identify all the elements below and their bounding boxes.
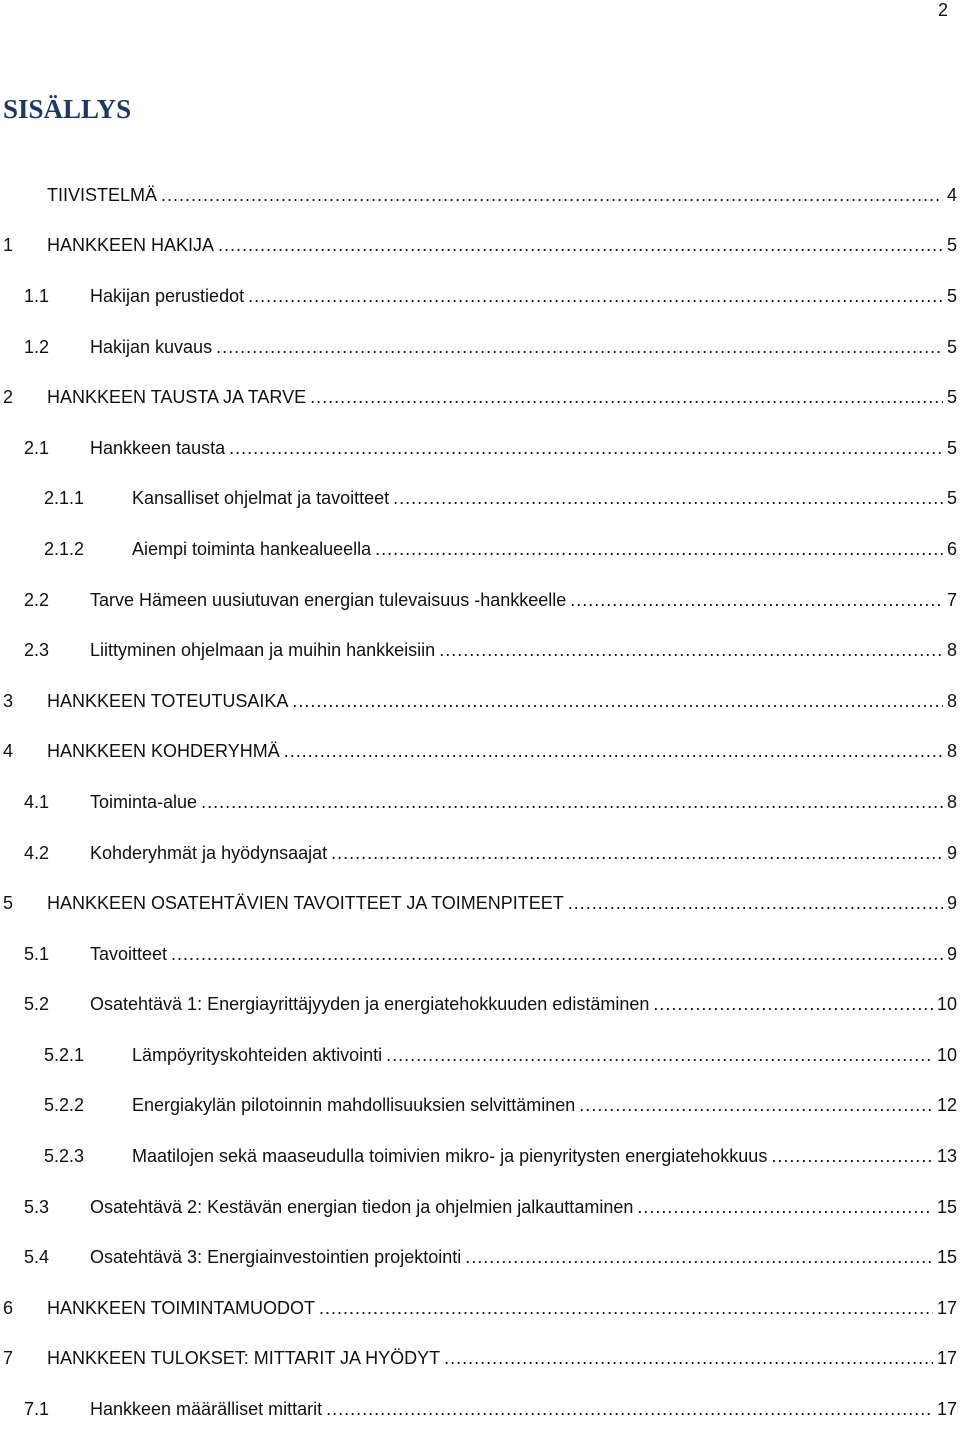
- toc-entry[interactable]: [3, 929, 957, 980]
- dot-leader: [386, 1045, 933, 1066]
- toc-entry-label: Kohderyhmät ja hyödynsaajat: [90, 842, 328, 863]
- dot-leader: [579, 1095, 933, 1116]
- toc-entry-number: 1.1: [24, 285, 50, 306]
- dot-leader: [439, 640, 943, 661]
- toc-entry-page: 15: [936, 1247, 957, 1268]
- toc-entry-label: Hakijan perustiedot: [90, 285, 245, 306]
- toc-entry-label: Osatehtävä 2: Kestävän energian tiedon ja ohjelmien jalkauttaminen: [90, 1196, 634, 1217]
- page-title: SISÄLLYS: [3, 94, 132, 124]
- toc-entry[interactable]: [3, 625, 957, 676]
- toc-entry-label: HANKKEEN TOIMINTAMUODOT: [47, 1297, 316, 1318]
- toc-entry[interactable]: [3, 727, 957, 778]
- dot-leader: [319, 1298, 933, 1319]
- toc-entry-number: 6: [3, 1297, 14, 1318]
- toc-entry-page: 17: [936, 1348, 957, 1369]
- toc-entry[interactable]: [3, 322, 957, 373]
- toc-entry-number: 2.1.2: [44, 538, 85, 559]
- toc-entry-label: Hakijan kuvaus: [90, 336, 213, 357]
- toc-entry-label: HANKKEEN TAUSTA JA TARVE: [47, 387, 307, 408]
- toc-entry-number: 3: [3, 690, 14, 711]
- toc-entry-page: 5: [946, 285, 957, 306]
- toc-entry-number: 7: [3, 1348, 14, 1369]
- toc-entry-label: Maatilojen sekä maaseudulla toimivien mikro- ja pienyritysten energiatehokkuus: [132, 1146, 768, 1167]
- toc-entry-page: 10: [936, 994, 957, 1015]
- toc-entry-page: 5: [946, 336, 957, 357]
- toc-entry[interactable]: [3, 777, 957, 828]
- toc-entry-page: 5: [946, 488, 957, 509]
- toc-entry-page: 10: [936, 1044, 957, 1065]
- toc-entry[interactable]: [3, 980, 957, 1031]
- toc-entry-page: 9: [946, 943, 957, 964]
- dot-leader: [171, 944, 943, 965]
- toc-entry[interactable]: [3, 170, 957, 221]
- toc-entry[interactable]: [3, 1182, 957, 1233]
- toc-entry-number: 2.1.1: [44, 488, 85, 509]
- toc-entry-number: 4.1: [24, 791, 50, 812]
- dot-leader: [229, 438, 943, 459]
- toc-entry-page: 17: [936, 1297, 957, 1318]
- toc-entry-page: 5: [946, 235, 957, 256]
- toc-entry-label: Osatehtävä 3: Energiainvestointien projektointi: [90, 1247, 462, 1268]
- toc-entry[interactable]: [3, 1232, 957, 1283]
- toc-entry-label: Lämpöyrityskohteiden aktivointi: [132, 1044, 383, 1065]
- toc-entry-label: Hankkeen määrälliset mittarit: [90, 1399, 323, 1420]
- toc-entry-page: 9: [946, 893, 957, 914]
- dot-leader: [218, 235, 943, 256]
- dot-leader: [393, 488, 943, 509]
- toc-entry-page: 8: [946, 690, 957, 711]
- toc-entry-page: 8: [946, 640, 957, 661]
- toc-entry[interactable]: [3, 575, 957, 626]
- toc-entry-number: 5.1: [24, 943, 50, 964]
- toc-entry[interactable]: [3, 474, 957, 525]
- table-of-contents: [3, 170, 957, 1435]
- toc-entry-number: 5.2.3: [44, 1146, 85, 1167]
- toc-entry-page: 5: [946, 387, 957, 408]
- dot-leader: [570, 590, 943, 611]
- toc-entry-page: 9: [946, 842, 957, 863]
- toc-entry-label: Aiempi toiminta hankealueella: [132, 538, 372, 559]
- toc-entry-page: 4: [946, 184, 957, 205]
- dot-leader: [284, 741, 943, 762]
- dot-leader: [637, 1197, 933, 1218]
- dot-leader: [292, 691, 943, 712]
- dot-leader: [161, 185, 943, 206]
- dot-leader: [310, 387, 943, 408]
- toc-entry[interactable]: [3, 1030, 957, 1081]
- toc-entry-label: Hankkeen tausta: [90, 437, 226, 458]
- toc-entry-label: Osatehtävä 1: Energiayrittäjyyden ja energiatehokkuuden edistäminen: [90, 994, 650, 1015]
- toc-entry-number: 4: [3, 741, 14, 762]
- dot-leader: [375, 539, 943, 560]
- toc-entry[interactable]: [3, 524, 957, 575]
- toc-entry-number: 5.2.2: [44, 1095, 85, 1116]
- toc-entry-page: 6: [946, 538, 957, 559]
- toc-entry[interactable]: [3, 1384, 957, 1435]
- toc-entry[interactable]: [3, 271, 957, 322]
- dot-leader: [201, 792, 943, 813]
- toc-entry-number: 2.1: [24, 437, 50, 458]
- toc-entry-page: 13: [936, 1146, 957, 1167]
- toc-entry[interactable]: [3, 1081, 957, 1132]
- toc-entry-number: 5.2.1: [44, 1044, 85, 1065]
- toc-entry[interactable]: [3, 1334, 957, 1385]
- toc-entry[interactable]: [3, 878, 957, 929]
- dot-leader: [216, 337, 943, 358]
- toc-entry-label: Tavoitteet: [90, 943, 168, 964]
- toc-entry-number: 5: [3, 893, 14, 914]
- toc-entry[interactable]: [3, 828, 957, 879]
- toc-entry-label: Energiakylän pilotoinnin mahdollisuuksien selvittäminen: [132, 1095, 576, 1116]
- toc-entry[interactable]: [3, 423, 957, 474]
- dot-leader: [465, 1247, 933, 1268]
- toc-entry[interactable]: [3, 1283, 957, 1334]
- toc-entry-label: Tarve Hämeen uusiutuvan energian tulevaisuus -hankkeelle: [90, 589, 567, 610]
- page-number: 2: [937, 0, 948, 20]
- toc-entry-page: 15: [936, 1196, 957, 1217]
- toc-entry-number: 2.2: [24, 589, 50, 610]
- toc-entry-number: 1: [3, 235, 14, 256]
- toc-entry[interactable]: [3, 372, 957, 423]
- toc-entry-label: HANKKEEN TULOKSET: MITTARIT JA HYÖDYT: [47, 1348, 441, 1369]
- toc-entry-page: 7: [946, 589, 957, 610]
- toc-entry-number: 5.3: [24, 1196, 50, 1217]
- toc-entry-number: 5.2: [24, 994, 50, 1015]
- toc-entry-label: Liittyminen ohjelmaan ja muihin hankkeisiin: [90, 640, 436, 661]
- toc-entry-page: 8: [946, 741, 957, 762]
- toc-entry-label: Kansalliset ohjelmat ja tavoitteet: [132, 488, 390, 509]
- toc-entry[interactable]: [3, 1131, 957, 1182]
- dot-leader: [248, 286, 943, 307]
- dot-leader: [444, 1348, 933, 1369]
- toc-entry[interactable]: [3, 676, 957, 727]
- toc-entry-label: TIIVISTELMÄ: [47, 184, 158, 205]
- dot-leader: [653, 994, 933, 1015]
- toc-entry-page: 8: [946, 791, 957, 812]
- toc-entry-page: 12: [936, 1095, 957, 1116]
- toc-entry-number: 2: [3, 387, 14, 408]
- toc-entry-number: 2.3: [24, 640, 50, 661]
- toc-entry-number: 7.1: [24, 1399, 50, 1420]
- dot-leader: [331, 843, 943, 864]
- dot-leader: [771, 1146, 933, 1167]
- toc-entry-label: HANKKEEN TOTEUTUSAIKA: [47, 690, 289, 711]
- toc-entry-label: HANKKEEN OSATEHTÄVIEN TAVOITTEET JA TOIMENPITEET: [47, 893, 564, 914]
- toc-entry-label: HANKKEEN KOHDERYHMÄ: [47, 741, 280, 762]
- toc-entry-label: HANKKEEN HAKIJA: [47, 235, 215, 256]
- dot-leader: [568, 893, 943, 914]
- toc-entry-page: 5: [946, 437, 957, 458]
- toc-entry-number: 1.2: [24, 336, 50, 357]
- toc-entry[interactable]: [3, 221, 957, 272]
- toc-entry-number: 5.4: [24, 1247, 50, 1268]
- toc-entry-label: Toiminta-alue: [90, 791, 198, 812]
- toc-entry-page: 17: [936, 1399, 957, 1420]
- toc-entry-number: 4.2: [24, 842, 50, 863]
